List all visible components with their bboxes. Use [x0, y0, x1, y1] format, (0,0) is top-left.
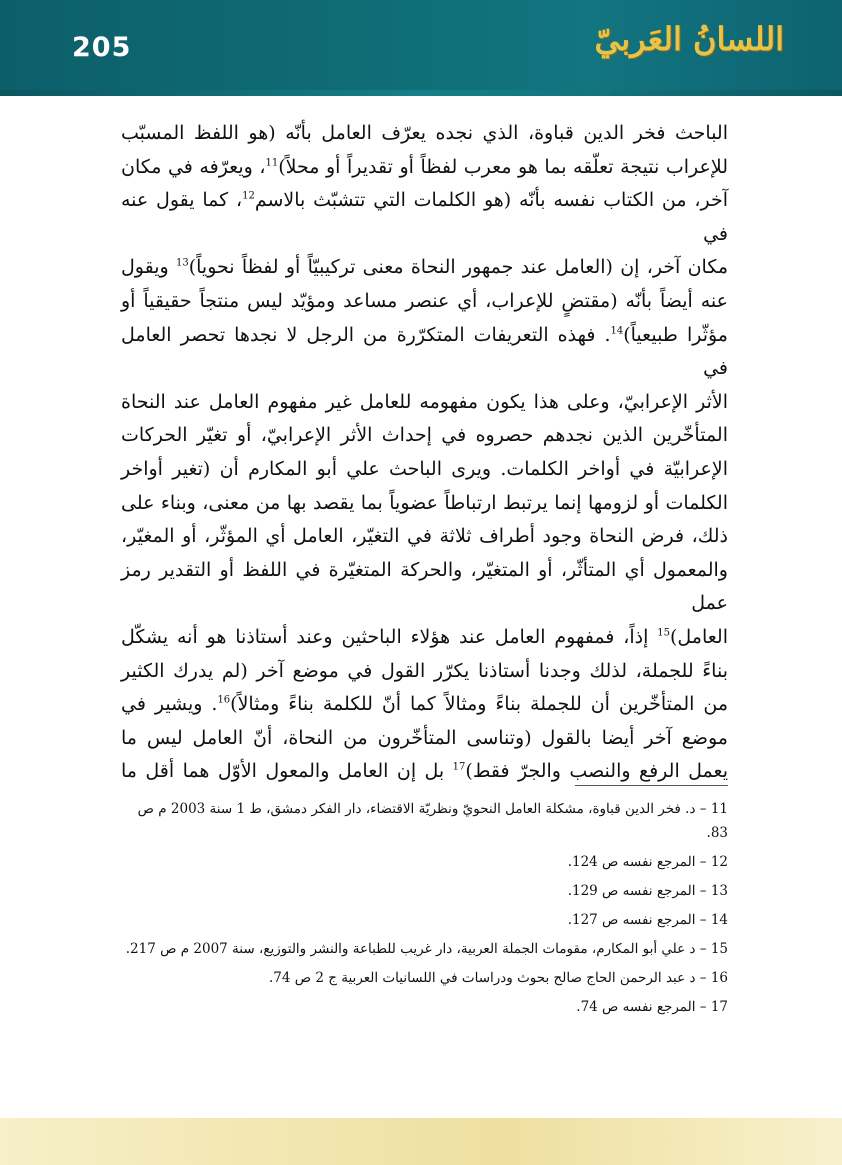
text-line: من المتأخّرين أن للجملة بناءً ومثالاً كما أنّ للكلمة بناءً ومثالاً)$^{16}$. ويشير في	[121, 693, 728, 716]
journal-logo: اللسانُ العَربيّ	[594, 20, 784, 58]
text-line: آخر، من الكتاب نفسه بأنّه (هو الكلمات التي تتشبّث بالاسم$^{12}$، كما يقول عنه في	[121, 189, 728, 245]
text-line: يعمل الرفع والنصب والجرّ فقط)$^{17}$ بل إن العامل والمعول الأوّل هما أقل ما	[121, 760, 728, 783]
page-footer-band	[0, 1118, 842, 1165]
text-line: المتأخّرين الذين نجدهم حصروه في إحداث الأثر الإعرابيّ، أو تغيّر الحركات	[121, 424, 728, 447]
text-line: الكلمات أو لزومها إنما يرتبط ارتباطاً عضوياً بما يقصد بها من معنى، وبناء على	[121, 491, 728, 514]
footnote-item: 17 – المرجع نفسه ص 74.	[576, 999, 728, 1015]
footnote-item: 16 – د عبد الرحمن الحاج صالح بحوث ودراسات في اللسانيات العربية ج 2 ص 74.	[268, 970, 728, 986]
footnote-ref[interactable]: 13	[175, 258, 189, 270]
text-line: والمعمول أي المتأثّر، أو المتغيّر، والحركة المتغيّرة في اللفظ أو التقدير رمز عمل	[121, 558, 728, 615]
text-line: مكان آخر، إن (العامل عند جمهور النحاة معنى تركيبيّاً أو لفظاً نحوياً)$^{13}$ ويقول	[121, 256, 729, 279]
footnotes-list	[121, 797, 728, 1024]
footnote-ref[interactable]: 16	[217, 694, 231, 706]
footnote-ref[interactable]: 17	[452, 761, 466, 773]
footnote-separator	[575, 785, 728, 786]
footnote-item: 12 – المرجع نفسه ص 124.	[567, 854, 728, 870]
footnote-item: 15 – د علي أبو المكارم، مقومات الجملة العربية، دار غريب للطباعة والنشر والتوزيع، سنة 2007 م ص 217.	[125, 941, 728, 957]
footnote-ref[interactable]: 14	[610, 325, 624, 337]
text-line: للإعراب نتيجة تعلّقه بما هو معرب لفظاً أو تقديراً أو محلاً)$^{11}$، ويعرّفه في مكان	[121, 155, 728, 178]
text-line: عنه أيضاً بأنّه (مقتضٍ للإعراب، أي عنصر مساعد ومؤيّد ليس منتجاً حقيقياً أو	[121, 289, 728, 312]
body-text	[121, 117, 728, 789]
footnote-item: 11 – د. فخر الدين قباوة، مشكلة العامل النحويّ ونظريّة الاقتضاء، دار الفكر دمشق، ط 1 سنة 2003 م ص 83.	[137, 801, 728, 841]
text-line: مؤثّرا طبيعياً)$^{14}$. فهذه التعريفات المتكرّرة من الرجل لا نجدها تحصر العامل في	[121, 323, 728, 380]
text-line: بناءً للجملة، لذلك وجدنا أستاذنا يكرّر القول في موضع آخر (لم يدرك الكثير	[121, 659, 728, 682]
text-line: ذلك، فرض النحاة وجود أطراف ثلاثة في التغيّر، العامل أي المؤثّر، أو المغيّر،	[121, 525, 728, 548]
text-line: الإعرابيّة في أواخر الكلمات. ويرى الباحث علي أبو المكارم أن (تغير أواخر	[121, 457, 728, 480]
text-line: العامل)$^{15}$ إذاً، فمفهوم العامل عند هؤلاء الباحثين وعند أستاذنا هو أنه يشكّل	[121, 625, 728, 648]
page-number: 205	[72, 32, 132, 63]
text-line: موضع آخر أيضا بالقول (وتناسى المتأخّرون من النحاة، أنّ العامل ليس ما	[121, 726, 728, 749]
footnote-ref[interactable]: 12	[242, 190, 255, 202]
page-header	[0, 0, 842, 96]
footnote-ref[interactable]: 11	[265, 157, 279, 169]
footnote-item: 13 – المرجع نفسه ص 129.	[567, 883, 728, 899]
footnote-ref[interactable]: 15	[657, 627, 670, 639]
footnote-item: 14 – المرجع نفسه ص 127.	[567, 912, 728, 928]
text-line: الباحث فخر الدين قباوة، الذي نجده يعرّف العامل بأنّه (هو اللفظ المسبّب	[121, 122, 728, 144]
text-line: الأثر الإعرابيّ، وعلى هذا يكون مفهومه للعامل غير مفهوم العامل عند النحاة	[121, 390, 728, 413]
